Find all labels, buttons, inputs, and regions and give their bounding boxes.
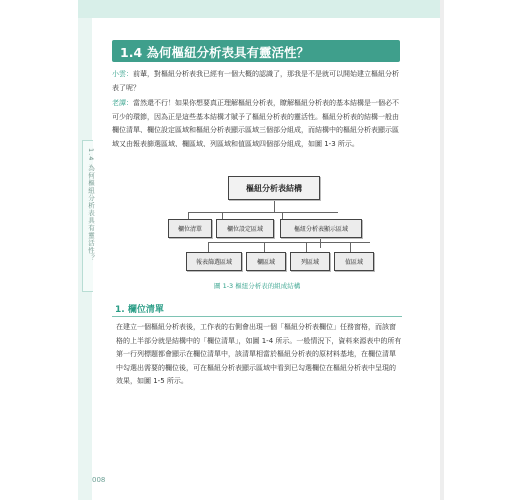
connector-line: [282, 212, 283, 219]
page-edge-shadow: [440, 0, 444, 500]
page-number: 008: [92, 476, 106, 484]
body-paragraph: 在建立一個樞紐分析表後，工作表的右側會出現一個「樞紐分析表欄位」任務窗格，而該窗格的上半部分就是結構中的「欄位清單」，如圖 1-4 所示。一般情況下，資料來源表中的所有第一行列標題都會顯示在欄位清單中，該清單相當於樞紐分析表的原材料基地，在欄位清單中勾選出需要的欄位後，可在樞紐分析表顯示區域中看到已勾選欄位在樞紐分析表中呈現的效果，如圖 1-5 所示。: [116, 323, 402, 385]
speaker-label: 老譚：: [112, 99, 133, 107]
diagram-box-value-area: 值區域: [334, 252, 374, 271]
diagram-box-display-area: 樞紐分析表顯示區域: [280, 219, 362, 238]
diagram-box-column-area: 欄區域: [246, 252, 286, 271]
subsection-title: 1. 欄位清單: [115, 305, 164, 315]
dialog-text: 當然還不行！如果你想要真正理解樞紐分析表，瞭解樞紐分析表的基本結構是一個必不可少的環節，因為正是這些基本結構才賦予了樞紐分析表的靈活性。樞紐分析表的結構一般由欄位清單、欄位設定區域和樞紐分析表顯示區域三個部分組成，而結構中的樞紐分析表顯示區域又由報表篩選區域、欄區域、列區域和值區域四個部分組成，如圖 1-3 所示。: [112, 99, 399, 148]
speaker-label: 小雲：: [112, 70, 133, 78]
connector-line: [264, 242, 265, 252]
chapter-side-tab-text: 1.4 為何樞紐分析表具有靈活性？: [87, 148, 95, 262]
diagram-box-report-filter: 報表篩選區域: [186, 252, 242, 271]
connector-line: [188, 212, 189, 219]
connector-line: [274, 198, 275, 212]
subsection-rule: [112, 316, 402, 317]
connector-line: [208, 242, 209, 252]
figure-caption: 圖 1-3 樞紐分析表的組成結構: [214, 282, 301, 290]
connector-line: [306, 242, 307, 252]
connector-line: [188, 212, 338, 213]
connector-line: [350, 242, 351, 252]
diagram-box-row-area: 列區域: [290, 252, 330, 271]
connector-line: [222, 212, 223, 219]
diagram-box-field-settings: 欄位設定區域: [216, 219, 274, 238]
connector-line: [208, 242, 370, 243]
diagram-box-field-list: 欄位清單: [168, 219, 212, 238]
diagram-root-box: 樞紐分析表結構: [228, 176, 320, 200]
dialog-paragraph-1: [112, 68, 402, 95]
dialog-text: 前輩，對樞紐分析表我已經有一個大概的認識了，那我是不是就可以開始建立樞紐分析表了呢？: [112, 70, 399, 92]
top-decorative-strip: [78, 0, 442, 18]
section-title: 1.4 為何樞紐分析表具有靈活性？: [120, 45, 309, 60]
dialog-paragraph-2: [112, 97, 402, 151]
structure-diagram: [177, 176, 370, 274]
